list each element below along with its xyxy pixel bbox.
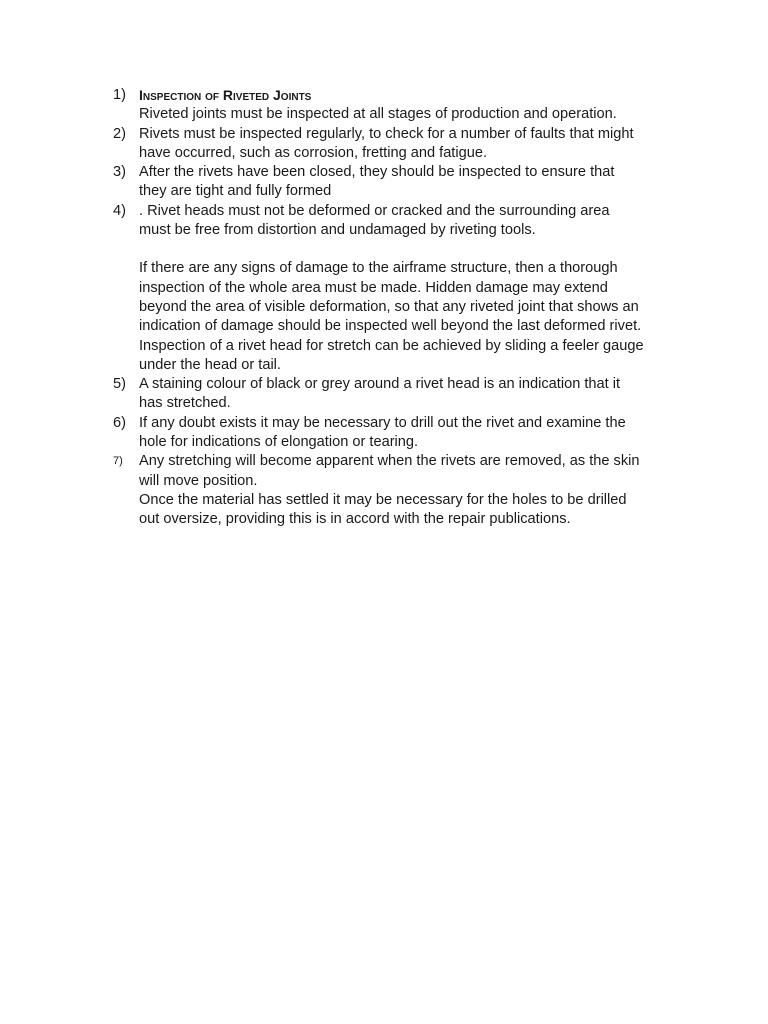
list-item-3 bbox=[113, 163, 683, 202]
item-number: 5) bbox=[113, 376, 126, 393]
section-heading: Inspection of Riveted Joints bbox=[139, 87, 312, 103]
item-line: After the rivets have been closed, they should be inspected to ensure that bbox=[139, 164, 615, 181]
item-number: 6) bbox=[113, 414, 126, 431]
list-item-7 bbox=[113, 452, 683, 529]
list-item-1 bbox=[113, 86, 683, 125]
item-line: out oversize, providing this is in accord with the repair publications. bbox=[139, 511, 571, 528]
item-number: 1) bbox=[113, 87, 126, 103]
paragraph-line: indication of damage should be inspected well beyond the last deformed rivet. bbox=[139, 318, 642, 335]
item-line: have occurred, such as corrosion, fretting and fatigue. bbox=[139, 144, 488, 161]
paragraph-gap bbox=[139, 240, 683, 259]
item-line: they are tight and fully formed bbox=[139, 183, 332, 200]
document-body bbox=[113, 86, 683, 530]
item-line: hole for indications of elongation or tearing. bbox=[139, 434, 419, 451]
item-line: Riveted joints must be inspected at all stages of production and operation. bbox=[139, 106, 617, 123]
item-number: 7) bbox=[113, 455, 123, 468]
paragraph-line: If there are any signs of damage to the airframe structure, then a thorough bbox=[139, 260, 618, 277]
list-item-5 bbox=[113, 375, 683, 414]
paragraph-line: inspection of the whole area must be made. Hidden damage may extend bbox=[139, 279, 608, 296]
paragraph-line: beyond the area of visible deformation, so that any riveted joint that shows an bbox=[139, 298, 639, 315]
item-line: will move position. bbox=[139, 472, 258, 489]
list-item-4 bbox=[113, 202, 683, 375]
item-line: A staining colour of black or grey around a rivet head is an indication that it bbox=[139, 376, 621, 393]
list-item-2 bbox=[113, 125, 683, 164]
item-line: must be free from distortion and undamaged by riveting tools. bbox=[139, 222, 536, 239]
item-line: Rivets must be inspected regularly, to check for a number of faults that might bbox=[139, 125, 634, 142]
paragraph-line: under the head or tail. bbox=[139, 356, 281, 373]
item-number: 2) bbox=[113, 125, 126, 142]
item-line: . Rivet heads must not be deformed or cracked and the surrounding area bbox=[139, 202, 610, 219]
item-line: Any stretching will become apparent when the rivets are removed, as the skin bbox=[139, 453, 640, 470]
item-number: 3) bbox=[113, 164, 126, 181]
list-item-6 bbox=[113, 414, 683, 453]
paragraph-line: Inspection of a rivet head for stretch can be achieved by sliding a feeler gauge bbox=[139, 337, 644, 354]
item-number: 4) bbox=[113, 202, 126, 219]
item-line: If any doubt exists it may be necessary to drill out the rivet and examine the bbox=[139, 414, 626, 431]
item-line: has stretched. bbox=[139, 395, 231, 412]
item-line: Once the material has settled it may be necessary for the holes to be drilled bbox=[139, 491, 627, 508]
